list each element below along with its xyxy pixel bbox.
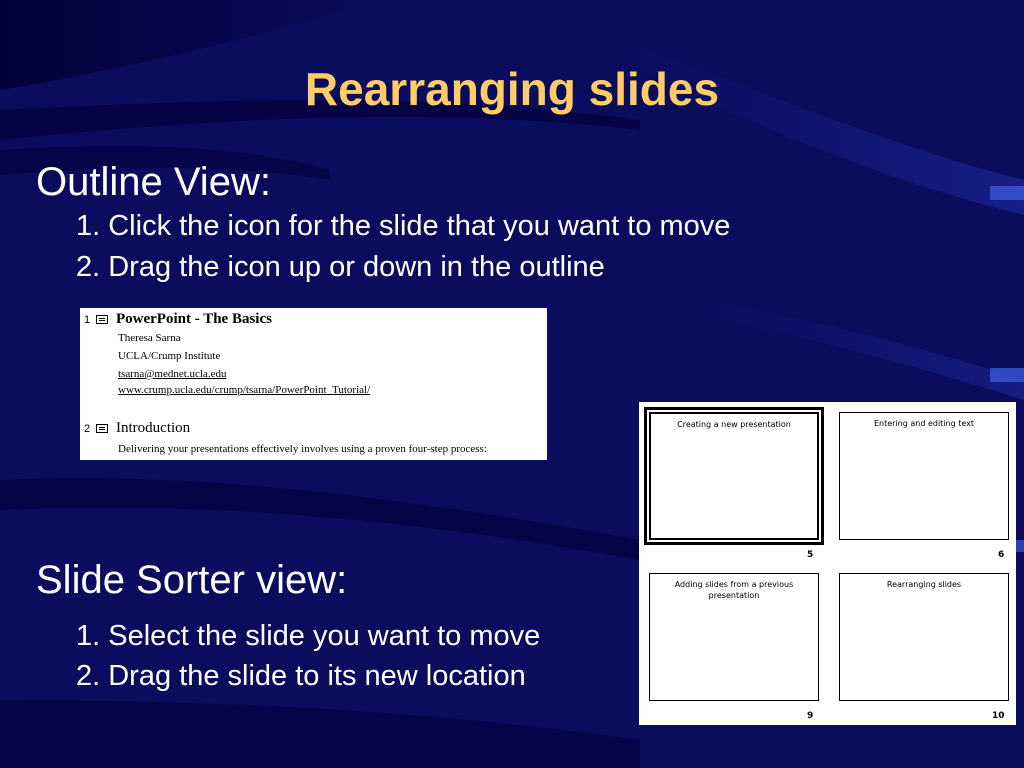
outline-url-link: www.crump.ucla.edu/crump/tsarna/PowerPoint_Tutorial/	[118, 384, 371, 396]
outline-view-screenshot	[80, 308, 547, 460]
slide-thumbnail[interactable]	[839, 573, 1009, 701]
outline-step-1: 1. Click the icon for the slide that you want to move	[76, 210, 731, 242]
outline-slide-number: 2	[84, 423, 91, 435]
outline-text-line: UCLA/Crump Institute	[118, 350, 221, 362]
slide-number: 9	[807, 711, 814, 721]
outline-text-line: Theresa Sarna	[118, 332, 181, 344]
thumbnail-title: Entering and editing text	[873, 419, 975, 428]
slide-sorter-heading: Slide Sorter view:	[36, 558, 348, 602]
slide-number: 6	[998, 550, 1005, 560]
outline-view-heading: Outline View:	[36, 160, 271, 204]
outline-slide-number: 1	[84, 314, 91, 326]
slide-thumbnail[interactable]	[839, 412, 1009, 540]
slide-sorter-screenshot	[639, 402, 1016, 725]
slide-thumbnail[interactable]	[649, 412, 819, 540]
slide-icon[interactable]	[96, 424, 108, 433]
outline-slide-title: Introduction	[116, 420, 191, 436]
outline-email-link: tsarna@mednet.ucla.edu	[118, 368, 227, 380]
slide-number: 5	[807, 550, 814, 560]
sorter-step-1: 1. Select the slide you want to move	[76, 620, 541, 652]
thumbnail-title: Rearranging slides	[886, 580, 962, 589]
sorter-step-2: 2. Drag the slide to its new location	[76, 660, 526, 692]
slide-number: 10	[992, 711, 1005, 721]
thumbnail-title: Adding slides from a previous presentation	[674, 580, 794, 600]
thumbnail-title: Creating a new presentation	[677, 420, 791, 429]
outline-step-2: 2. Drag the icon up or down in the outline	[76, 251, 605, 283]
slide-title: Rearranging slides	[304, 63, 720, 115]
slide-icon[interactable]	[96, 315, 108, 324]
outline-slide-title: PowerPoint - The Basics	[116, 311, 272, 327]
slide-thumbnail[interactable]	[649, 573, 819, 701]
outline-text-line: Delivering your presentations effectively involves using a proven four-step process:	[118, 443, 487, 455]
